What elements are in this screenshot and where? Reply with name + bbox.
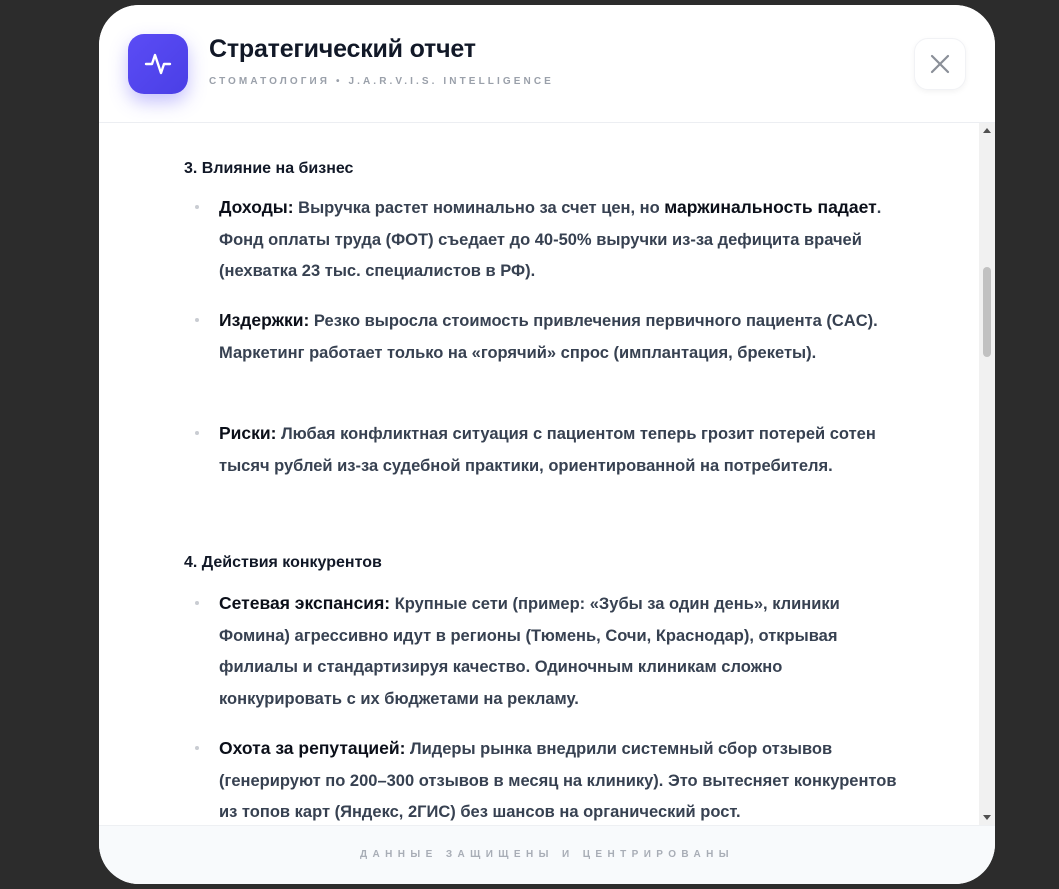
bullet-dot [195,318,199,322]
content-scrollbar[interactable] [979,123,995,825]
modal-footer [99,825,995,884]
bullet-text: Издержки: Резко выросла стоимость привлечения первичного пациента (CAC). Маркетинг работает только на «горячий» спрос (имплантация, брекеты). [219,310,878,362]
bullet-text: Охота за репутацией: Лидеры рынка внедрили системный сбор отзывов (генерируют по 200–300 отзывов в месяц на клинику). Это вытесняет конкурентов из топов карт (Яндекс, 2ГИС) без шансов на органический рост. [219,738,897,821]
bullet-text: Риски: Любая конфликтная ситуация с пациентом теперь грозит потерей сотен тысяч рублей из-за судебной практики, ориентированной на потребителя. [219,423,876,475]
pulse-icon [143,49,173,79]
modal-title: Стратегический отчет [209,35,476,63]
bullet-dot [195,431,199,435]
bullet-text: Доходы: Выручка растет номинально за счет цен, но маржинальность падает. Фонд оплаты труда (ФОТ) съедает до 40-50% выручки из-за дефицита врачей (нехватка 23 тыс. специалистов в РФ). [219,197,882,280]
close-icon [929,53,951,75]
app-logo [128,34,188,94]
bullet-risks [219,418,899,482]
report-content[interactable] [99,123,979,825]
bullet-dot [195,205,199,209]
modal-header [99,5,995,123]
bullet-income [219,192,899,288]
section-heading-competitors: 4. Действия конкурентов [184,554,382,571]
scroll-down-arrow-icon[interactable] [983,815,991,820]
close-button[interactable] [914,38,966,90]
bullet-costs [219,305,899,369]
bullet-dot [195,746,199,750]
report-modal [99,5,995,884]
bullet-reputation-hunt [219,733,899,825]
scroll-thumb[interactable] [983,267,991,357]
scroll-up-arrow-icon[interactable] [983,128,991,133]
footer-text: ДАННЫЕ ЗАЩИЩЕНЫ И ЦЕНТРИРОВАНЫ [360,849,734,860]
section-heading-business-impact: 3. Влияние на бизнес [184,160,354,177]
bullet-dot [195,601,199,605]
bullet-text: Сетевая экспансия: Крупные сети (пример: «Зубы за один день», клиники Фомина) агрессивно идут в регионы (Тюмень, Сочи, Краснодар), открывая филиалы и стандартизируя качество. Одиночным клиникам сложно конкурировать с их бюджетами на рекламу. [219,593,840,708]
modal-subtitle: СТОМАТОЛОГИЯ • J.A.R.V.I.S. INTELLIGENCE [209,76,554,87]
bullet-network-expansion [219,588,899,715]
